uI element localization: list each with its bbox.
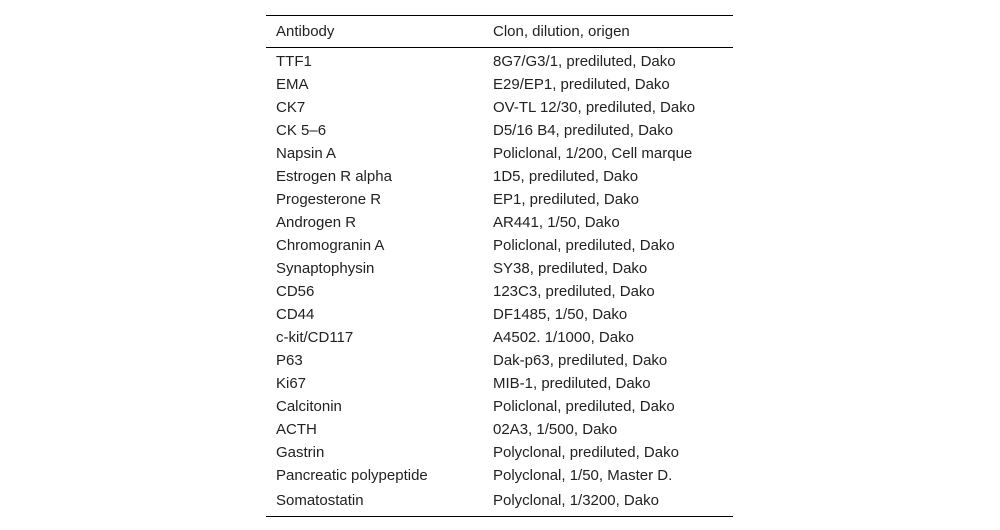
cell-clone-dilution-origin: E29/EP1, prediluted, Dako bbox=[493, 76, 670, 93]
table-row bbox=[266, 257, 733, 280]
cell-clone-dilution-origin: Dak-p63, prediluted, Dako bbox=[493, 352, 668, 369]
table-row bbox=[266, 395, 733, 418]
cell-antibody: P63 bbox=[276, 352, 303, 369]
cell-clone-dilution-origin: DF1485, 1/50, Dako bbox=[493, 306, 628, 323]
cell-clone-dilution-origin: SY38, prediluted, Dako bbox=[493, 260, 648, 277]
cell-clone-dilution-origin: 02A3, 1/500, Dako bbox=[493, 421, 618, 438]
table-row bbox=[266, 188, 733, 211]
table-row bbox=[266, 280, 733, 303]
cell-clone-dilution-origin: AR441, 1/50, Dako bbox=[493, 214, 620, 231]
cell-antibody: TTF1 bbox=[276, 53, 312, 70]
table-row bbox=[266, 418, 733, 441]
table-row bbox=[266, 372, 733, 395]
antibody-table bbox=[266, 15, 733, 517]
cell-clone-dilution-origin: Policlonal, 1/200, Cell marque bbox=[493, 145, 693, 162]
table-row bbox=[266, 119, 733, 142]
cell-antibody: Somatostatin bbox=[276, 491, 364, 509]
cell-antibody: Pancreatic polypeptide bbox=[276, 467, 428, 484]
table-row bbox=[266, 165, 733, 188]
table-row bbox=[266, 142, 733, 165]
table-row bbox=[266, 487, 733, 517]
cell-clone-dilution-origin: Polyclonal, 1/50, Master D. bbox=[493, 467, 673, 484]
cell-antibody: Chromogranin A bbox=[276, 237, 385, 254]
cell-clone-dilution-origin: EP1, prediluted, Dako bbox=[493, 191, 639, 208]
cell-antibody: Progesterone R bbox=[276, 191, 382, 208]
table-row bbox=[266, 96, 733, 119]
cell-antibody: Ki67 bbox=[276, 375, 307, 392]
cell-antibody: EMA bbox=[276, 76, 309, 93]
cell-clone-dilution-origin: 8G7/G3/1, prediluted, Dako bbox=[493, 53, 676, 70]
cell-antibody: Gastrin bbox=[276, 444, 325, 461]
cell-antibody: Estrogen R alpha bbox=[276, 168, 392, 185]
cell-clone-dilution-origin: Policlonal, prediluted, Dako bbox=[493, 237, 675, 254]
table-row bbox=[266, 73, 733, 96]
cell-antibody: Calcitonin bbox=[276, 398, 342, 415]
cell-antibody: CD56 bbox=[276, 283, 315, 300]
cell-clone-dilution-origin: D5/16 B4, prediluted, Dako bbox=[493, 122, 674, 139]
header-clone-dilution-origin: Clon, dilution, origen bbox=[493, 23, 630, 40]
table-row bbox=[266, 303, 733, 326]
antibody-table-container bbox=[266, 15, 733, 517]
cell-clone-dilution-origin: OV-TL 12/30, prediluted, Dako bbox=[493, 99, 696, 116]
cell-antibody: Androgen R bbox=[276, 214, 357, 231]
table-header bbox=[266, 16, 733, 48]
cell-antibody: CK7 bbox=[276, 99, 306, 116]
cell-antibody: ACTH bbox=[276, 421, 317, 438]
cell-clone-dilution-origin: Polyclonal, prediluted, Dako bbox=[493, 444, 679, 461]
table-row bbox=[266, 349, 733, 372]
table-row bbox=[266, 48, 733, 74]
cell-antibody: c-kit/CD117 bbox=[276, 329, 354, 346]
cell-clone-dilution-origin: A4502. 1/1000, Dako bbox=[493, 329, 634, 346]
table-row bbox=[266, 464, 733, 487]
cell-antibody: Synaptophysin bbox=[276, 260, 375, 277]
table-row bbox=[266, 211, 733, 234]
header-antibody: Antibody bbox=[276, 23, 335, 40]
cell-clone-dilution-origin: Polyclonal, 1/3200, Dako bbox=[493, 491, 659, 509]
cell-antibody: CD44 bbox=[276, 306, 315, 323]
table-row bbox=[266, 234, 733, 257]
cell-clone-dilution-origin: Policlonal, prediluted, Dako bbox=[493, 398, 675, 415]
cell-antibody: CK 5–6 bbox=[276, 122, 327, 139]
header-row bbox=[266, 16, 733, 48]
cell-antibody: Napsin A bbox=[276, 145, 337, 162]
cell-clone-dilution-origin: MIB-1, prediluted, Dako bbox=[493, 375, 651, 392]
table-row bbox=[266, 326, 733, 349]
table-body bbox=[266, 48, 733, 517]
table-row bbox=[266, 441, 733, 464]
cell-clone-dilution-origin: 123C3, prediluted, Dako bbox=[493, 283, 655, 300]
cell-clone-dilution-origin: 1D5, prediluted, Dako bbox=[493, 168, 639, 185]
